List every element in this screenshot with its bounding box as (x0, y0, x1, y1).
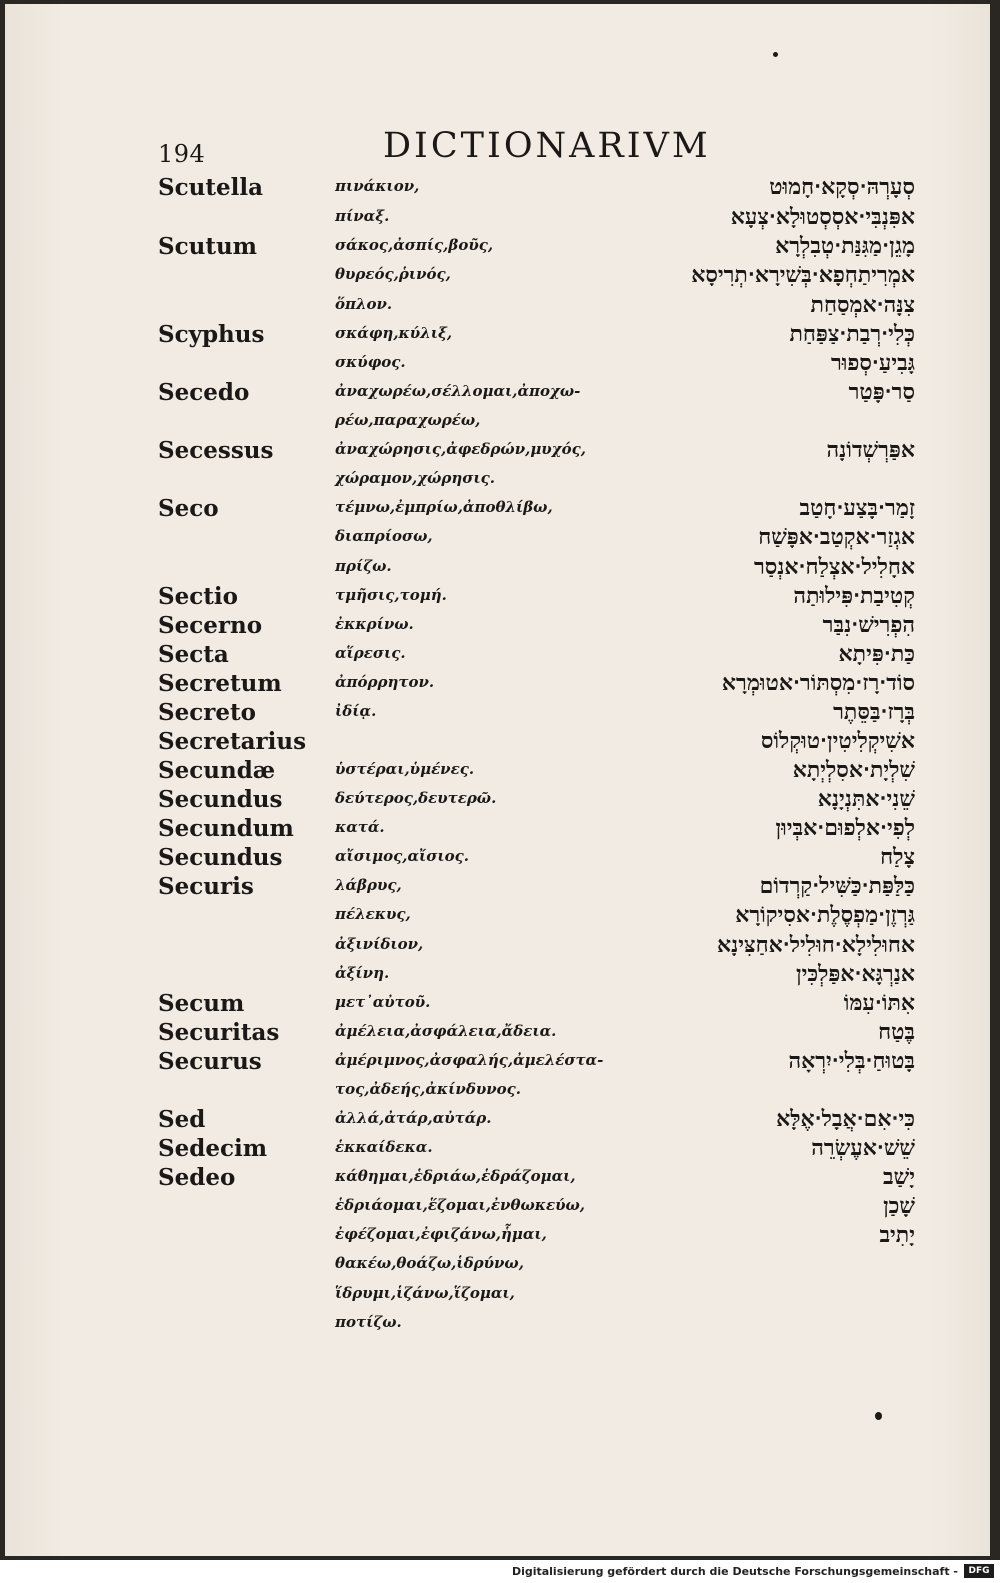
latin-headword: Secundum (158, 815, 294, 842)
latin-headword: Secundæ (158, 757, 276, 784)
greek-gloss: αἴσιμος,αἴσιος. (335, 847, 469, 865)
dictionary-entry (5, 670, 990, 699)
dfg-logo: DFG (964, 1564, 994, 1578)
hebrew-gloss: כַּלַּפַּת‧כַּשִּׁיל‧קַרְדוֹם (759, 873, 915, 899)
greek-gloss: σάκος,ἀσπίς,βοῦς, (335, 236, 494, 254)
hebrew-gloss: ﬡחָלִיל‧ﬡצְלַח‧ﬡנְסַר (753, 554, 915, 580)
latin-headword: Secta (158, 641, 229, 668)
greek-gloss: ποτίζω. (335, 1313, 402, 1331)
latin-headword: Secreto (158, 699, 256, 726)
dictionary-entry (5, 786, 990, 815)
dictionary-entry (5, 495, 990, 524)
latin-headword: Sectio (158, 583, 238, 610)
hebrew-gloss: בָּטוּחַ‧בְּלִי‧יִרְאָה (788, 1048, 915, 1074)
dictionary-entry (5, 554, 990, 583)
hebrew-gloss: שֵׁשׁ‧ﬡעֶשְׂרֵה (811, 1135, 915, 1161)
hebrew-gloss: ﬡפַּרְשְׁדוֹנָה (826, 437, 915, 463)
dictionary-entry (5, 728, 990, 757)
dictionary-entry (5, 902, 990, 931)
hebrew-gloss: כִּי‧אִם‧אֲבָל‧אֶלָּא (776, 1106, 915, 1132)
latin-headword: Secretarius (158, 728, 307, 755)
greek-gloss: τμῆσις,τομή. (335, 586, 447, 604)
greek-gloss: ἀξινίδιον, (335, 935, 424, 953)
greek-gloss: πινάκιον, (335, 177, 420, 195)
greek-gloss: ἀπόρρητον. (335, 673, 435, 691)
dictionary-entry (5, 583, 990, 612)
greek-gloss: ἐκκρίνω. (335, 615, 414, 633)
latin-headword: Secedo (158, 379, 250, 406)
dictionary-entry (5, 932, 990, 961)
greek-gloss: ἑκκαίδεκα. (335, 1138, 433, 1156)
greek-gloss: θακέω,θοάζω,ἱδρύνω, (335, 1254, 524, 1272)
hebrew-gloss: קְטִיבַת‧פִּילוּתַה (793, 583, 915, 609)
latin-headword: Securis (158, 873, 254, 900)
hebrew-gloss: שֵׁנִי‧ﬡתִּנְיָנָא (817, 786, 915, 812)
greek-gloss: κάθημαι,ἑδριάω,ἑδράζομαι, (335, 1167, 576, 1185)
greek-gloss: τέμνω,ἐμπρίω,ἀποθλίβω, (335, 498, 553, 516)
hebrew-gloss: ﬡגְזַר‧ﬡקְטַב‧ﬡפָּשַׁח (758, 524, 915, 550)
hebrew-gloss: צָלַח (880, 844, 915, 870)
dictionary-entry (5, 350, 990, 379)
dictionary-entry (5, 1135, 990, 1164)
dictionary-entry (5, 1019, 990, 1048)
latin-headword: Secundus (158, 786, 283, 813)
ink-spot (773, 52, 778, 57)
ink-spot (875, 1412, 882, 1420)
running-head: DICTIONARIVM (383, 126, 711, 166)
hebrew-gloss: זָמַר‧בָּצַע‧חָטַב (799, 495, 915, 521)
dictionary-entry (5, 1106, 990, 1135)
latin-headword: Scyphus (158, 321, 265, 348)
greek-gloss: μετ᾽αὐτοῦ. (335, 993, 431, 1011)
greek-gloss: πίναξ. (335, 207, 390, 225)
dictionary-entry (5, 1222, 990, 1251)
greek-gloss: χώραμον,χώρησις. (335, 469, 495, 487)
dictionary-entry (5, 262, 990, 291)
hebrew-gloss: סְעָרְהּ‧סְקָא‧חָמוּט (769, 174, 915, 200)
hebrew-gloss: ﬡפִּנְבִּי‧ﬡסְסְטוּלָא‧צְעָא (730, 204, 915, 230)
dictionary-entry (5, 408, 990, 437)
latin-headword: Secerno (158, 612, 263, 639)
greek-gloss: πέλεκυς, (335, 905, 411, 923)
hebrew-gloss: ﬡחוּלִילָא‧חוּלִיל‧ﬡחַצִּינָא (717, 932, 915, 958)
dictionary-entry (5, 961, 990, 990)
greek-gloss: ὅπλον. (335, 295, 393, 313)
latin-headword: Securus (158, 1048, 262, 1075)
dictionary-entry (5, 1193, 990, 1222)
latin-headword: Sed (158, 1106, 206, 1133)
greek-gloss: κατά. (335, 818, 385, 836)
latin-headword: Scutella (158, 174, 263, 201)
hebrew-gloss: יָתִיב (879, 1222, 915, 1248)
hebrew-gloss: ﬡנַרְגָּא‧ﬡפַּלְכִּין (796, 961, 915, 987)
dictionary-entry (5, 844, 990, 873)
hebrew-gloss: ﬡמְרִיתַחְפָא‧בְּשִׁירָא‧תְרִיסָא (691, 262, 915, 288)
dictionary-entry (5, 321, 990, 350)
dictionary-entry (5, 233, 990, 262)
dictionary-entry (5, 699, 990, 728)
greek-gloss: ἀναχώρησις,ἀφεδρών,μυχός, (335, 440, 586, 458)
latin-headword: Secum (158, 990, 245, 1017)
dictionary-entry (5, 437, 990, 466)
dictionary-entry (5, 990, 990, 1019)
dictionary-entry (5, 1251, 990, 1280)
greek-gloss: δεύτερος,δευτερῶ. (335, 789, 497, 807)
dictionary-entry (5, 612, 990, 641)
latin-headword: Securitas (158, 1019, 280, 1046)
greek-gloss: ἵδρυμι,ἱζάνω,ἵζομαι, (335, 1284, 515, 1302)
hebrew-gloss: לְפִי‧ﬡלְפוּם‧ﬡבְּיוּן (775, 815, 915, 841)
hebrew-gloss: סַר‧פָּטַר (848, 379, 915, 405)
greek-gloss: σκάφη,κύλιξ, (335, 324, 453, 342)
greek-gloss: λάβρυς, (335, 876, 402, 894)
greek-gloss: ἰδίᾳ. (335, 702, 377, 720)
dictionary-entry (5, 292, 990, 321)
hebrew-gloss: שִׁלְיָת‧ﬡסִלְיְתָא (792, 757, 915, 783)
dictionary-entry (5, 1310, 990, 1339)
hebrew-gloss: יָשַׁב (883, 1164, 915, 1190)
page-number: 194 (158, 140, 206, 168)
hebrew-gloss: גַּרְזֶן‧מַפְסֶלֶת‧ﬡסִיקוֹרָא (735, 902, 915, 928)
hebrew-gloss: צִנָּה‧ﬡמְסַחַת (810, 292, 915, 318)
greek-gloss: ρέω,παραχωρέω, (335, 411, 481, 429)
hebrew-gloss: בֶּטַח (878, 1019, 915, 1045)
dictionary-entry (5, 379, 990, 408)
latin-headword: Sedeo (158, 1164, 236, 1191)
latin-headword: Sedecim (158, 1135, 268, 1162)
dictionary-entry (5, 466, 990, 495)
greek-gloss: ἀξίνη. (335, 964, 390, 982)
greek-gloss: τος,ἀδεής,ἀκίνδυνος. (335, 1080, 522, 1098)
greek-gloss: σκύφος. (335, 353, 406, 371)
dictionary-entry (5, 204, 990, 233)
dictionary-entry (5, 873, 990, 902)
dictionary-entry (5, 1281, 990, 1310)
dictionary-entry (5, 1077, 990, 1106)
book-page (5, 4, 990, 1556)
hebrew-gloss: סוֹד‧רָז‧מִסְתּוֹר‧ﬡטוּמְרָא (721, 670, 915, 696)
dictionary-entry (5, 1048, 990, 1077)
greek-gloss: ὑστέραι,ὑμένες. (335, 760, 475, 778)
dictionary-entry (5, 1164, 990, 1193)
hebrew-gloss: מָגֵן‧מַגִּנַּת‧טְבִלְרָא (775, 233, 915, 259)
latin-headword: Seco (158, 495, 219, 522)
greek-gloss: ἑδριάομαι,ἕζομαι,ἐνθωκεύω, (335, 1196, 586, 1214)
greek-gloss: διαπρίοσω, (335, 527, 433, 545)
latin-headword: Secessus (158, 437, 274, 464)
hebrew-gloss: הִפְרִישׁ‧נִבַּר (822, 612, 915, 638)
dictionary-entry (5, 641, 990, 670)
dictionary-entry (5, 524, 990, 553)
greek-gloss: θυρεός,ῥινός, (335, 265, 451, 283)
greek-gloss: ἀναχωρέω,σέλλομαι,ἀποχω- (335, 382, 581, 400)
latin-headword: Secundus (158, 844, 283, 871)
hebrew-gloss: אִתּוֹ‧עִמּוֹ (843, 990, 915, 1016)
greek-gloss: αἵρεσις. (335, 644, 406, 662)
latin-headword: Secretum (158, 670, 282, 697)
greek-gloss: ἀμέριμνος,ἀσφαλής,ἀμελέστα- (335, 1051, 604, 1069)
hebrew-gloss: כַּת‧פִּיתָא (838, 641, 915, 667)
hebrew-gloss: ﬡשִׁיקְלִיטִין‧טוּקְלוֹס (760, 728, 915, 754)
greek-gloss: ἀλλά,ἀτάρ,αὐτάρ. (335, 1109, 492, 1127)
dictionary-entry (5, 815, 990, 844)
greek-gloss: πρίζω. (335, 557, 392, 575)
greek-gloss: ἐφέζομαι,ἐφιζάνω,ἧμαι, (335, 1225, 547, 1243)
hebrew-gloss: בְּרָז‧בַּסֵּתֶר (833, 699, 915, 725)
dictionary-entry (5, 174, 990, 203)
hebrew-gloss: כְּלִי‧רְבַת‧צַפַּחַת (789, 321, 915, 347)
dictionary-entry (5, 757, 990, 786)
footer-credit: Digitalisierung gefördert durch die Deutsche Forschungsgemeinschaft - (511, 1565, 958, 1578)
greek-gloss: ἀμέλεια,ἀσφάλεια,ἄδεια. (335, 1022, 557, 1040)
hebrew-gloss: שָׁכַן (883, 1193, 915, 1219)
latin-headword: Scutum (158, 233, 258, 260)
hebrew-gloss: גָּבִיעַ‧סְפוּר (831, 350, 915, 376)
